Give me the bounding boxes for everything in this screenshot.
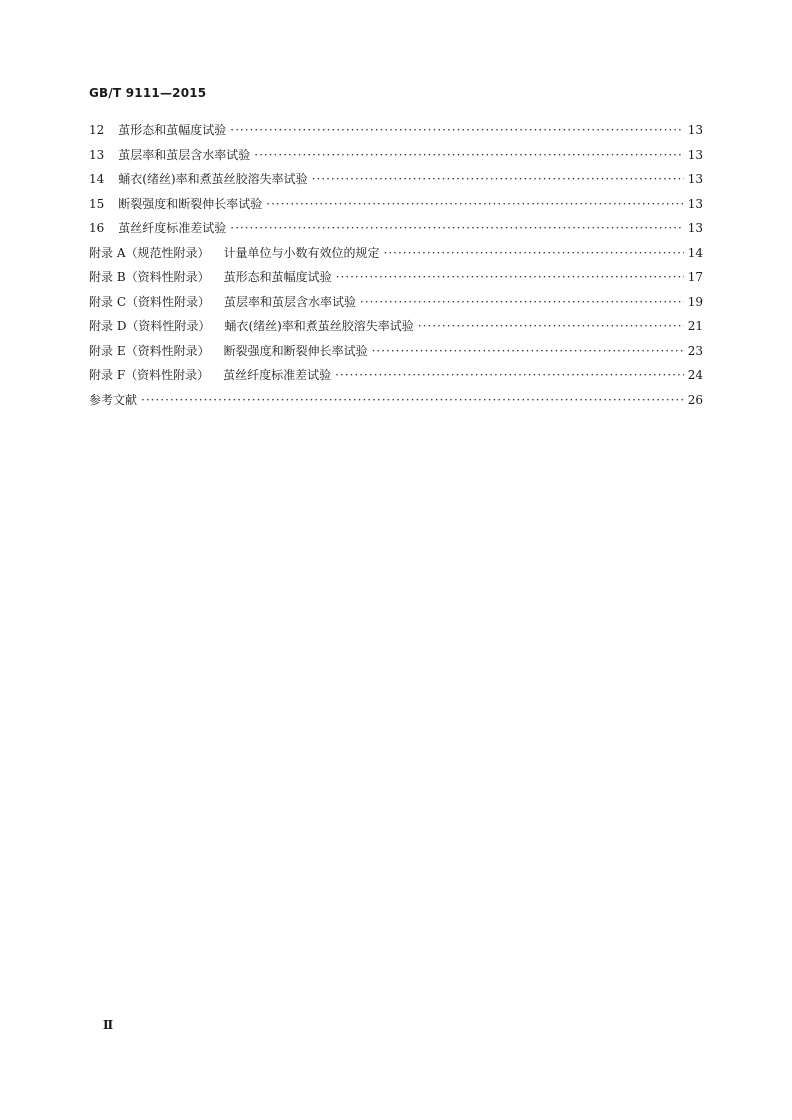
toc-entry-page: 21 [687,319,703,333]
toc-leader-dots [230,216,683,241]
toc-entry-page: 13 [687,221,703,235]
toc-leader-dots [360,290,684,315]
toc-entry-title: 参考文献 [89,392,138,407]
toc-entry-title: 蛹衣(绪丝)率和煮茧丝胶溶失率试验 [118,172,308,186]
toc-leader-dots [230,118,683,143]
toc-entry-title: 茧层率和茧层含水率试验 [118,147,251,162]
toc-entry-number: 附录 B（资料性附录） [89,270,210,284]
toc-entry-number: 附录 C（资料性附录） [89,294,210,309]
toc-leader-dots [372,339,684,364]
toc-entry-appendix-e[interactable] [89,339,703,364]
toc-entry-title: 计量单位与小数有效位的规定 [223,245,380,260]
toc-leader-dots [312,167,684,192]
toc-entry-16[interactable] [89,216,703,241]
toc-entry-title: 茧丝纤度标准差试验 [223,368,332,382]
toc-entry-15[interactable] [89,192,703,217]
toc-entry-title: 断裂强度和断裂伸长率试验 [223,343,368,358]
toc-leader-dots [254,143,683,168]
toc-entry-number: 13 [89,147,105,162]
toc-entry-page: 13 [687,172,703,186]
toc-entry-12[interactable] [89,118,703,143]
toc-entry-title: 断裂强度和断裂伸长率试验 [118,196,263,211]
toc-leader-dots [336,265,684,290]
toc-leader-dots [418,314,684,339]
standard-code-header: GB/T 9111—2015 [89,86,207,100]
toc-entry-appendix-f[interactable] [89,363,703,388]
table-of-contents [89,118,703,412]
toc-entry-page: 17 [687,270,703,284]
toc-entry-title: 茧层率和茧层含水率试验 [224,294,357,309]
toc-entry-number: 附录 E（资料性附录） [89,343,210,358]
toc-entry-appendix-a[interactable] [89,241,703,266]
toc-entry-page: 24 [687,368,703,382]
toc-leader-dots [141,388,684,413]
toc-entry-number: 14 [89,172,105,186]
toc-entry-page: 13 [687,196,703,211]
toc-entry-title: 茧丝纤度标准差试验 [118,221,227,235]
toc-entry-appendix-b[interactable] [89,265,703,290]
toc-entry-13[interactable] [89,143,703,168]
page-number: Ⅱ [103,1018,114,1032]
toc-leader-dots [335,363,684,388]
toc-entry-title: 蛹衣(绪丝)率和煮茧丝胶溶失率试验 [224,319,414,333]
toc-entry-number: 附录 F（资料性附录） [89,368,210,382]
toc-entry-page: 14 [687,245,703,260]
toc-entry-number: 12 [89,123,105,137]
toc-entry-page: 13 [687,147,703,162]
toc-entry-page: 23 [687,343,703,358]
toc-entry-references[interactable] [89,388,703,413]
toc-entry-title: 茧形态和茧幅度试验 [118,123,227,137]
toc-entry-page: 19 [687,294,703,309]
toc-entry-title: 茧形态和茧幅度试验 [223,270,332,284]
toc-entry-page: 13 [687,123,703,137]
toc-entry-number: 附录 A（规范性附录） [89,245,210,260]
toc-entry-appendix-d[interactable] [89,314,703,339]
toc-leader-dots [266,192,683,217]
toc-entry-appendix-c[interactable] [89,290,703,315]
toc-entry-number: 16 [89,221,105,235]
toc-entry-number: 附录 D（资料性附录） [89,319,211,333]
toc-leader-dots [384,241,684,266]
toc-entry-14[interactable] [89,167,703,192]
toc-entry-number: 15 [89,196,105,211]
toc-entry-page: 26 [687,392,703,407]
